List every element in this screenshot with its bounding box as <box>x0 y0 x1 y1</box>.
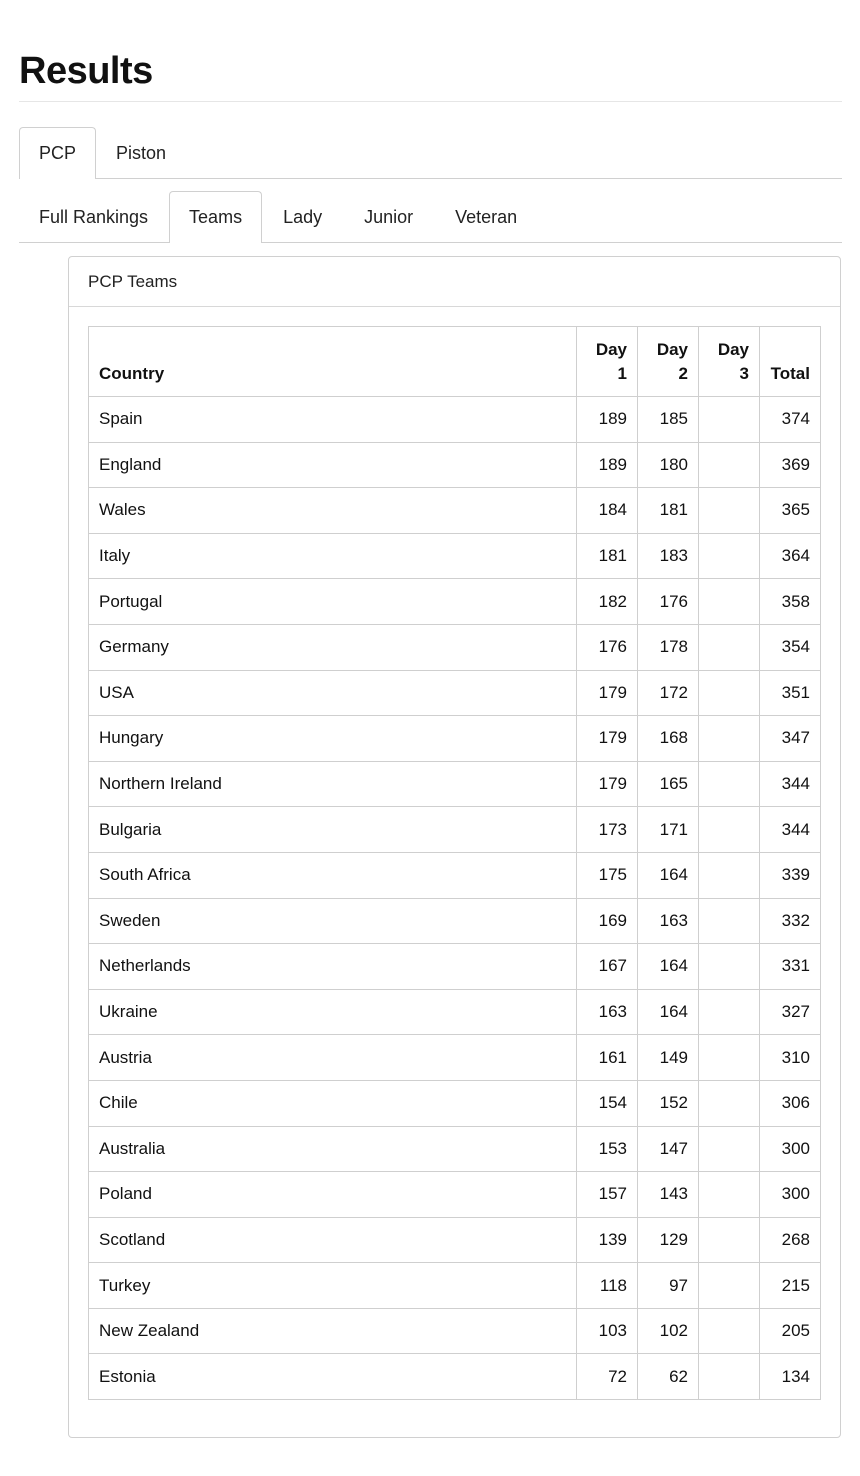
cell-country: Hungary <box>89 716 577 762</box>
cell-total: 331 <box>760 944 821 990</box>
table-row <box>89 1035 821 1081</box>
cell-day2: 165 <box>638 761 699 807</box>
cell-country: Northern Ireland <box>89 761 577 807</box>
cell-total: 327 <box>760 989 821 1035</box>
cell-day2: 176 <box>638 579 699 625</box>
cell-day2: 178 <box>638 624 699 670</box>
cell-country: Germany <box>89 624 577 670</box>
cell-day3 <box>699 1263 760 1309</box>
table-row <box>89 716 821 762</box>
cell-day2: 149 <box>638 1035 699 1081</box>
cell-day2: 181 <box>638 488 699 534</box>
table-row <box>89 1308 821 1354</box>
cell-day1: 157 <box>577 1172 638 1218</box>
table-row <box>89 442 821 488</box>
table-row <box>89 488 821 534</box>
cell-total: 134 <box>760 1354 821 1400</box>
column-header-country[interactable]: Country <box>89 327 577 397</box>
tab-full-rankings[interactable]: Full Rankings <box>39 207 149 227</box>
cell-day3 <box>699 533 760 579</box>
tab-lady[interactable]: Lady <box>283 207 323 227</box>
cell-total: 205 <box>760 1308 821 1354</box>
table-row <box>89 761 821 807</box>
results-table <box>88 326 821 1400</box>
cell-country: Australia <box>89 1126 577 1172</box>
cell-country: Sweden <box>89 898 577 944</box>
cell-day2: 168 <box>638 716 699 762</box>
cell-total: 358 <box>760 579 821 625</box>
table-row <box>89 944 821 990</box>
cell-country: USA <box>89 670 577 716</box>
cell-day3 <box>699 1035 760 1081</box>
cell-country: Estonia <box>89 1354 577 1400</box>
column-header-day3-top: Day <box>717 340 749 359</box>
table-row <box>89 1263 821 1309</box>
table-row <box>89 1354 821 1400</box>
tab-veteran[interactable]: Veteran <box>455 207 518 227</box>
tab-teams[interactable]: Teams <box>169 191 262 243</box>
cell-day1: 189 <box>577 442 638 488</box>
cell-total: 339 <box>760 852 821 898</box>
cell-country: Austria <box>89 1035 577 1081</box>
cell-day1: 118 <box>577 1263 638 1309</box>
results-table-body <box>89 397 821 1400</box>
cell-day3 <box>699 579 760 625</box>
column-header-day3-bottom: 3 <box>739 364 749 383</box>
cell-day1: 179 <box>577 761 638 807</box>
cell-total: 365 <box>760 488 821 534</box>
cell-day1: 179 <box>577 670 638 716</box>
cell-day2: 164 <box>638 852 699 898</box>
column-header-total[interactable]: Total <box>760 327 821 397</box>
table-row <box>89 397 821 443</box>
cell-day3 <box>699 989 760 1035</box>
tab-piston[interactable]: Piston <box>116 143 167 163</box>
cell-day3 <box>699 1172 760 1218</box>
cell-total: 215 <box>760 1263 821 1309</box>
cell-day2: 152 <box>638 1080 699 1126</box>
cell-country: Bulgaria <box>89 807 577 853</box>
cell-country: Scotland <box>89 1217 577 1263</box>
cell-day1: 161 <box>577 1035 638 1081</box>
cell-country: Chile <box>89 1080 577 1126</box>
cell-total: 268 <box>760 1217 821 1263</box>
cell-day2: 129 <box>638 1217 699 1263</box>
cell-total: 374 <box>760 397 821 443</box>
table-row <box>89 852 821 898</box>
cell-total: 344 <box>760 807 821 853</box>
cell-day3 <box>699 1080 760 1126</box>
cell-day1: 181 <box>577 533 638 579</box>
table-row <box>89 898 821 944</box>
results-table-wrapper <box>88 326 821 1400</box>
cell-day1: 103 <box>577 1308 638 1354</box>
cell-day2: 62 <box>638 1354 699 1400</box>
cell-day3 <box>699 716 760 762</box>
tab-junior[interactable]: Junior <box>364 207 414 227</box>
cell-day1: 163 <box>577 989 638 1035</box>
cell-total: 332 <box>760 898 821 944</box>
table-row <box>89 989 821 1035</box>
column-header-day2-bottom: 2 <box>678 364 688 383</box>
ranking-tabs <box>19 191 842 243</box>
column-header-day1[interactable] <box>577 327 638 397</box>
cell-day1: 154 <box>577 1080 638 1126</box>
table-row <box>89 1126 821 1172</box>
table-row <box>89 624 821 670</box>
cell-day1: 184 <box>577 488 638 534</box>
cell-total: 364 <box>760 533 821 579</box>
cell-total: 300 <box>760 1172 821 1218</box>
cell-day3 <box>699 852 760 898</box>
tab-pcp[interactable]: PCP <box>19 127 96 179</box>
cell-day1: 169 <box>577 898 638 944</box>
cell-day2: 180 <box>638 442 699 488</box>
cell-total: 310 <box>760 1035 821 1081</box>
cell-day2: 172 <box>638 670 699 716</box>
cell-day2: 171 <box>638 807 699 853</box>
category-tabs <box>19 127 842 179</box>
cell-day1: 72 <box>577 1354 638 1400</box>
cell-day2: 164 <box>638 989 699 1035</box>
column-header-day3[interactable] <box>699 327 760 397</box>
cell-day2: 163 <box>638 898 699 944</box>
cell-day3 <box>699 1308 760 1354</box>
cell-day3 <box>699 442 760 488</box>
table-row <box>89 807 821 853</box>
results-page <box>19 0 842 1386</box>
cell-day3 <box>699 807 760 853</box>
cell-day2: 97 <box>638 1263 699 1309</box>
cell-day2: 143 <box>638 1172 699 1218</box>
column-header-day2-top: Day <box>656 340 688 359</box>
cell-day3 <box>699 488 760 534</box>
table-row <box>89 533 821 579</box>
cell-day2: 102 <box>638 1308 699 1354</box>
cell-country: Spain <box>89 397 577 443</box>
teams-panel <box>68 256 841 1438</box>
cell-day3 <box>699 898 760 944</box>
table-row <box>89 1080 821 1126</box>
table-row <box>89 1172 821 1218</box>
cell-total: 344 <box>760 761 821 807</box>
column-header-day2[interactable] <box>638 327 699 397</box>
cell-total: 347 <box>760 716 821 762</box>
cell-day1: 189 <box>577 397 638 443</box>
cell-day1: 176 <box>577 624 638 670</box>
cell-total: 300 <box>760 1126 821 1172</box>
cell-day3 <box>699 397 760 443</box>
cell-total: 306 <box>760 1080 821 1126</box>
cell-day1: 153 <box>577 1126 638 1172</box>
title-divider <box>19 101 842 102</box>
page-title: Results <box>19 50 153 92</box>
cell-day2: 183 <box>638 533 699 579</box>
cell-country: South Africa <box>89 852 577 898</box>
cell-day1: 139 <box>577 1217 638 1263</box>
cell-country: Wales <box>89 488 577 534</box>
cell-day2: 185 <box>638 397 699 443</box>
column-header-day1-bottom: 1 <box>617 364 627 383</box>
cell-day3 <box>699 1217 760 1263</box>
cell-day1: 167 <box>577 944 638 990</box>
cell-total: 351 <box>760 670 821 716</box>
cell-day3 <box>699 761 760 807</box>
cell-day1: 175 <box>577 852 638 898</box>
cell-country: New Zealand <box>89 1308 577 1354</box>
cell-day1: 173 <box>577 807 638 853</box>
cell-country: Netherlands <box>89 944 577 990</box>
cell-day2: 147 <box>638 1126 699 1172</box>
cell-day3 <box>699 1126 760 1172</box>
cell-day1: 182 <box>577 579 638 625</box>
table-header-row <box>89 327 821 397</box>
cell-country: England <box>89 442 577 488</box>
cell-country: Turkey <box>89 1263 577 1309</box>
cell-day3 <box>699 670 760 716</box>
table-row <box>89 1217 821 1263</box>
cell-country: Poland <box>89 1172 577 1218</box>
cell-country: Portugal <box>89 579 577 625</box>
cell-total: 354 <box>760 624 821 670</box>
cell-day3 <box>699 624 760 670</box>
column-header-day1-top: Day <box>595 340 627 359</box>
panel-heading: PCP Teams <box>69 257 840 307</box>
cell-day2: 164 <box>638 944 699 990</box>
cell-day1: 179 <box>577 716 638 762</box>
cell-day3 <box>699 1354 760 1400</box>
table-row <box>89 670 821 716</box>
cell-country: Ukraine <box>89 989 577 1035</box>
cell-total: 369 <box>760 442 821 488</box>
cell-country: Italy <box>89 533 577 579</box>
cell-day3 <box>699 944 760 990</box>
table-row <box>89 579 821 625</box>
